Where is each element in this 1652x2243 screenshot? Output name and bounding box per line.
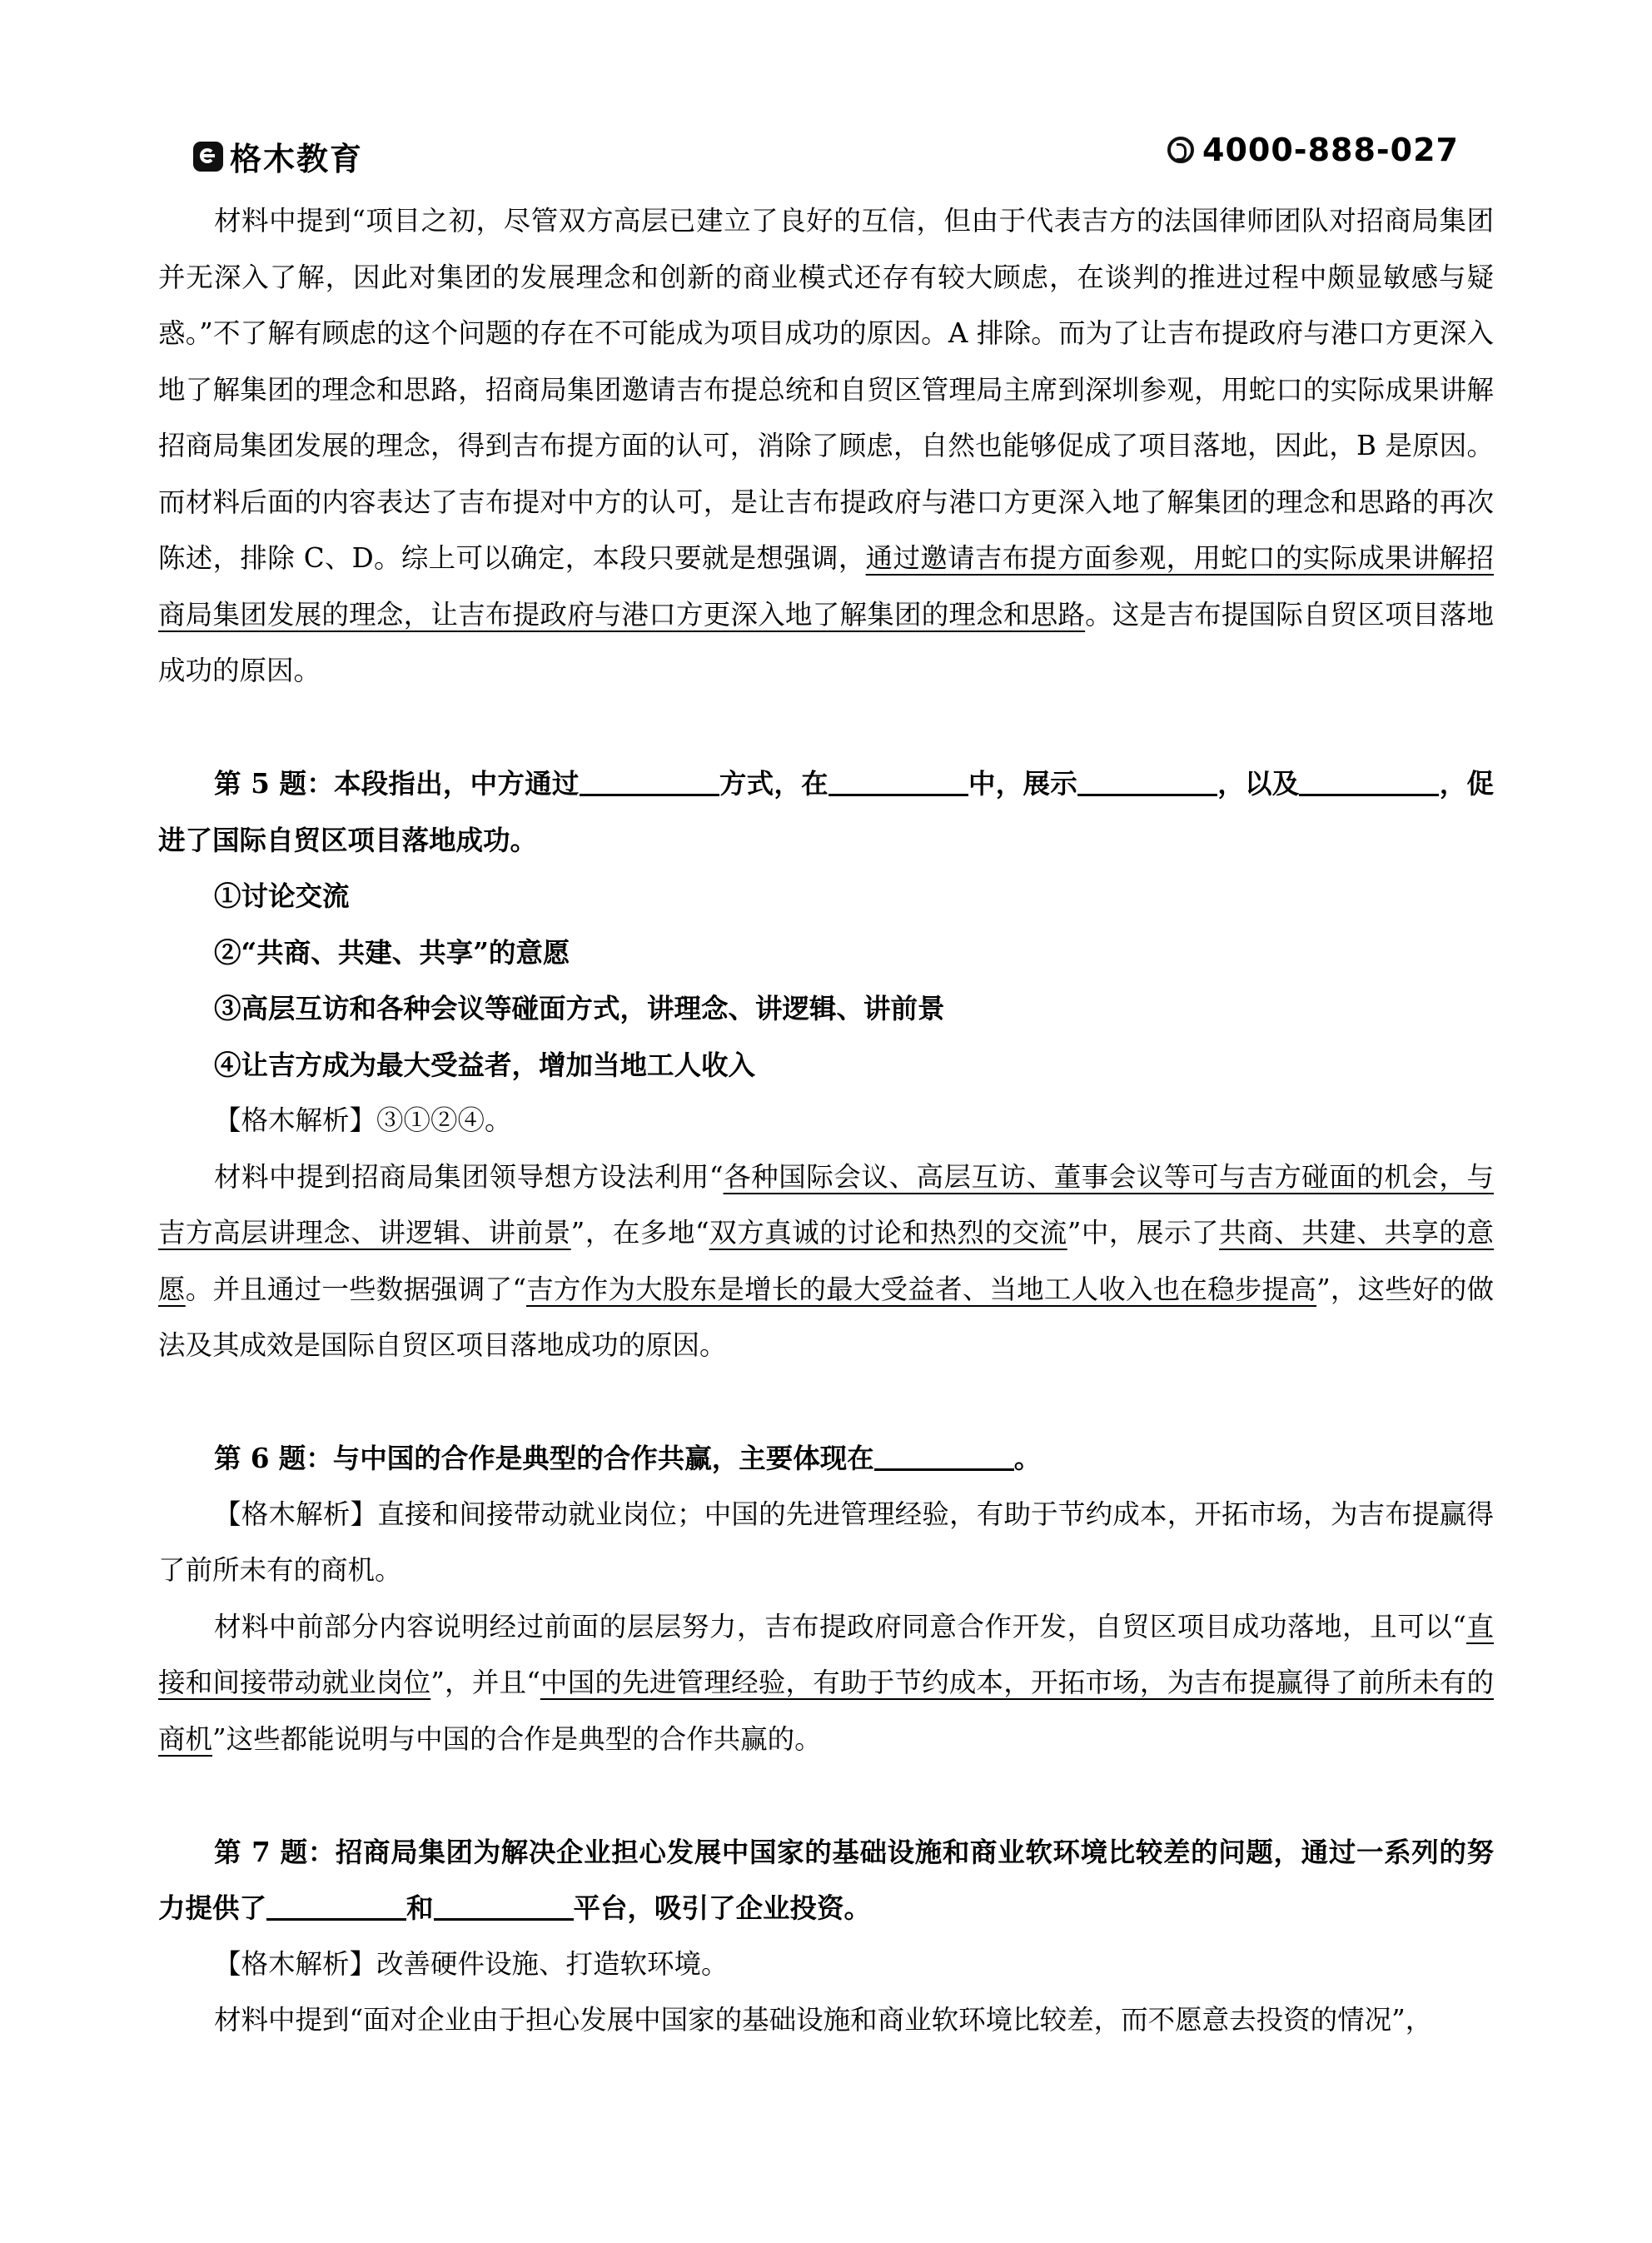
q7-text-part: 第 7 题：招商局集团为解决企业担心发展中国家的基础设施和商业软环境比较差的问题，通过一系列的努力提供了 xyxy=(158,1835,1494,1924)
q6-text-part: 。 xyxy=(1013,1442,1042,1474)
q4-explanation-end: 。这是吉布提国际自贸区项目落地成功的原因。 xyxy=(158,598,1494,686)
brand-logo-icon xyxy=(193,142,223,172)
q5-text-part: 方式，在 xyxy=(719,767,828,800)
q5-text-part: ，以及 xyxy=(1217,767,1300,800)
q5-explanation-text: 。并且通过一些数据强调了“ xyxy=(185,1273,526,1305)
q7-answer: 【格木解析】改善硬件设施、打造软环境。 xyxy=(214,1947,729,1980)
q5-explanation-text: ”，在多地“ xyxy=(570,1217,709,1249)
spacer xyxy=(158,1767,1494,1824)
q6-explanation-text: ”这些都能说明与中国的合作是典型的合作共赢的。 xyxy=(212,1722,822,1755)
q5-question xyxy=(158,755,1494,868)
q5-underlined-quote: 双方真诚的讨论和热烈的交流 xyxy=(709,1217,1067,1249)
q5-text-part: ，促进了国际自贸区项目落地成功。 xyxy=(158,767,1494,856)
spacer xyxy=(158,700,1494,756)
spacer xyxy=(158,1374,1494,1431)
q5-underlined-quote: 吉方作为大股东是增长的最大受益者、当地工人收入也在稳步提高 xyxy=(525,1273,1317,1305)
hotline xyxy=(1167,132,1459,168)
brand-name: 格木教育 xyxy=(230,141,364,177)
q5-blank-1 xyxy=(580,764,719,796)
q5-blank-2 xyxy=(828,764,968,796)
brand-logo xyxy=(193,133,363,179)
q7-question xyxy=(158,1824,1494,1936)
q6-explanation-text: ”，并且“ xyxy=(430,1667,540,1698)
q5-underlined-quote: 各种国际会议、高层互访、董事会议等可与吉方碰面的机会，与吉方高层讲理念、讲逻辑、讲前景 xyxy=(158,1160,1494,1249)
q6-blank-1 xyxy=(874,1438,1014,1471)
hotline-number: 4000-888-027 xyxy=(1202,132,1459,168)
phone-icon xyxy=(1167,137,1194,163)
q5-option: ②“共商、共建、共享”的意愿 xyxy=(214,935,570,969)
q5-option: ④让吉方成为最大受益者，增加当地工人收入 xyxy=(214,1048,756,1081)
q5-underlined-quote: 共商、共建、共享的意愿 xyxy=(158,1217,1494,1305)
q6-answer: 【格木解析】直接和间接带动就业岗位；中国的先进管理经验，有助于节约成本，开拓市场，为吉布提赢得了前所未有的商机。 xyxy=(158,1498,1494,1586)
q5-answer: 【格木解析】③①②④。 xyxy=(214,1104,512,1136)
q7-explanation: 材料中提到“面对企业由于担心发展中国家的基础设施和商业软环境比较差，而不愿意去投资的情况”， xyxy=(214,2004,1433,2036)
q5-explanation-text: ”中，展示了 xyxy=(1067,1217,1220,1249)
q5-blank-3 xyxy=(1077,764,1217,796)
q5-blank-4 xyxy=(1299,764,1439,796)
q6-text-part: 第 6 题：与中国的合作是典型的合作共赢，主要体现在 xyxy=(214,1442,874,1474)
q4-underlined-conclusion: 通过邀请吉布提方面参观，用蛇口的实际成果讲解招商局集团发展的理念，让吉布提政府与港口方更深入地了解集团的理念和思路 xyxy=(158,542,1494,631)
q6-explanation-text: 材料中前部分内容说明经过前面的层层努力，吉布提政府同意合作开发，自贸区项目成功落地，且可以“ xyxy=(214,1610,1466,1642)
document-body xyxy=(158,193,1494,2049)
q5-explanation xyxy=(158,1149,1494,1374)
q7-blank-2 xyxy=(434,1888,574,1921)
q6-underlined-quote: 直接和间接带动就业岗位 xyxy=(158,1610,1494,1698)
q6-question xyxy=(158,1430,1494,1487)
q5-text-part: 中，展示 xyxy=(968,767,1078,800)
q6-underlined-quote: 中国的先进管理经验，有助于节约成本，开拓市场，为吉布提赢得了前所未有的商机 xyxy=(158,1667,1494,1755)
q5-explanation-text: ”，这些好的做法及其成效是国际自贸区项目落地成功的原因。 xyxy=(158,1273,1494,1361)
q7-text-part: 和 xyxy=(406,1892,434,1924)
page-header xyxy=(193,125,1459,183)
q4-explanation-text: 材料中提到“项目之初，尽管双方高层已建立了良好的互信，但由于代表吉方的法国律师团队对招商局集团并无深入了解，因此对集团的发展理念和创新的商业模式还存有较大顾虑，在谈判的推进过程中颇显敏感与疑惑。”不了解有顾虑的这个问题的存在不可能成为项目成功的原因。A 排除。而为了让吉布提政府与港口方更深入地了解集团的理念和思路，招商局集团邀请吉布提总统和自贸区管理局主席到深圳参观，用蛇口的实际成果讲解招商局集团发展的理念，得到吉布提方面的认可，消除了顾虑，自然也能够促成了项目落地，因此，B 是原因。而材料后面的内容表达了吉布提对中方的认可，是让吉布提政府与港口方更深入地了解集团的理念和思路的再次陈述，排除 C、D。综上可以确定，本段只要就是想强调， xyxy=(158,205,1494,574)
q6-explanation xyxy=(158,1599,1494,1768)
q7-text-part: 平台，吸引了企业投资。 xyxy=(573,1892,872,1924)
q5-explanation-text: 材料中提到招商局集团领导想方设法利用“ xyxy=(214,1160,724,1193)
q5-text-part: 第 5 题：本段指出，中方通过 xyxy=(214,767,580,800)
q5-option: ③高层互访和各种会议等碰面方式，讲理念、讲逻辑、讲前景 xyxy=(214,992,945,1024)
q4-explanation-paragraph xyxy=(158,193,1494,700)
q7-blank-1 xyxy=(266,1888,406,1921)
q5-option: ①讨论交流 xyxy=(214,880,350,912)
